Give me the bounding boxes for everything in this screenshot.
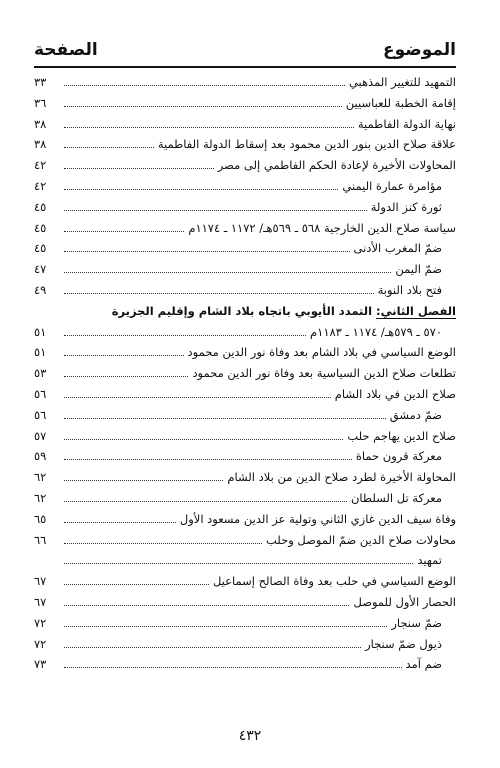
toc-entry-page: ٣٦ (34, 95, 47, 110)
toc-entry-page: ٧٢ (34, 615, 47, 630)
toc-entry-title: صلاح الدين في بلاد الشام (334, 386, 456, 401)
header-rule (34, 66, 456, 68)
leader-dots (64, 334, 306, 336)
toc-entry-title: المحاولة الأخيرة لطرد صلاح الدين من بلاد الشام (227, 470, 456, 485)
toc-group-2 (34, 342, 456, 675)
toc-entry-page: ٥١ (34, 345, 47, 360)
toc-entry-page: ٣٨ (34, 137, 47, 152)
chapter-page: ٥١ (34, 324, 47, 339)
toc-entry-title: مؤامرة عمارة اليمني (342, 178, 442, 193)
toc-entry-page: ٤٢ (34, 178, 47, 193)
toc-header (34, 40, 456, 64)
toc-entry-page: ٤٢ (34, 158, 47, 173)
toc-entry (34, 634, 456, 655)
toc-entry-title: تمهيد (417, 553, 442, 568)
toc-entry-title: تطلعات صلاح الدين السياسية بعد وفاة نور الدين محمود (192, 366, 456, 381)
toc-entry (34, 446, 456, 467)
leader-dots (64, 458, 352, 460)
toc-entry (34, 93, 456, 114)
toc-entry (34, 176, 456, 197)
toc-entry-title: ضمّ المغرب الأدنى (353, 241, 442, 256)
leader-dots (64, 417, 386, 419)
leader-dots (64, 292, 374, 294)
toc-entry (34, 571, 456, 592)
chapter-dates-row (34, 322, 456, 343)
toc-entry-title: الحصار الأول للموصل (353, 594, 456, 609)
toc-entry (34, 342, 456, 363)
leader-dots (64, 146, 154, 148)
toc-entry (34, 218, 456, 239)
page-column-title: الصفحة (34, 40, 98, 60)
leader-dots (64, 250, 350, 252)
toc-entry (34, 155, 456, 176)
toc-entry (34, 114, 456, 135)
toc-entry (34, 405, 456, 426)
leader-dots (64, 438, 343, 440)
toc-entry (34, 134, 456, 155)
toc-entry (34, 72, 456, 93)
leader-dots (64, 126, 354, 128)
toc-entry (34, 280, 456, 301)
toc-entry-page: ٧٣ (34, 657, 47, 672)
leader-dots (64, 396, 331, 398)
toc-entry (34, 467, 456, 488)
toc-entry-title: التمهيد للتغيير المذهبي (348, 75, 456, 89)
leader-dots (64, 542, 262, 544)
toc-entry (34, 238, 456, 259)
toc-entry-title: نهاية الدولة الفاطمية (357, 116, 456, 131)
toc-entry-title: وفاة سيف الدين غازي الثاني وتولية عز الدين مسعود الأول (179, 511, 456, 526)
subject-column-title: الموضوع (383, 40, 456, 60)
leader-dots (64, 562, 413, 564)
leader-dots (64, 209, 367, 211)
toc-entry-title: ثورة كنز الدولة (370, 199, 442, 214)
toc-entry-title: علاقة صلاح الدين بنور الدين محمود بعد إسقاط الدولة الفاطمية (157, 137, 456, 152)
leader-dots (64, 666, 402, 668)
leader-dots (64, 167, 214, 169)
toc-entry-title: صلاح الدين يهاجم حلب (347, 428, 456, 443)
toc-entry-title: محاولات صلاح الدين ضمّ الموصل وحلب (266, 532, 456, 547)
toc-entry-title: معركة قرون حماة (355, 449, 442, 464)
toc-entry-page: ٥٦ (34, 407, 47, 422)
chapter-label: الفصل الثاني: (376, 303, 456, 318)
toc-entry (34, 384, 456, 405)
leader-dots (64, 188, 338, 190)
leader-dots (64, 230, 184, 232)
toc-entry-title: معركة تل السلطان (350, 490, 442, 505)
toc-entry-page: ٤٥ (34, 241, 47, 256)
toc-entry (34, 530, 456, 551)
toc-entry (34, 426, 456, 447)
leader-dots (64, 354, 184, 356)
toc-entry-page: ٤٥ (34, 220, 47, 235)
toc-entry-page: ٣٣ (34, 75, 47, 89)
toc-entry (34, 550, 456, 571)
toc-entry-page: ٥٩ (34, 449, 47, 464)
toc-entry (34, 654, 456, 675)
toc-group-1 (34, 72, 456, 301)
chapter-dates: ٥٧٠ ـ ٥٧٩هـ/ ١١٧٤ ـ ١١٨٣م (310, 324, 442, 339)
toc-entry-page: ٥٦ (34, 386, 47, 401)
toc-entry-page: ٦٢ (34, 470, 47, 485)
toc-entry-page: ٦٧ (34, 574, 47, 589)
leader-dots (64, 271, 391, 273)
toc-entry-title: فتح بلاد النوبة (377, 282, 442, 297)
toc-entry-page: ٤٥ (34, 199, 47, 214)
toc-entry-page: ٤٩ (34, 282, 47, 297)
toc-entry-title: سياسة صلاح الدين الخارجية ٥٦٨ ـ ٥٦٩هـ/ ١١٧٢ ـ ١١٧٤م (188, 220, 456, 235)
toc-entry-title: ضمّ اليمن (395, 262, 442, 277)
toc-entry (34, 363, 456, 384)
chapter-heading (34, 301, 456, 322)
leader-dots (64, 646, 361, 648)
chapter-name: التمدد الأيوبي باتجاه بلاد الشام وإقليم الجزيرة (111, 303, 373, 318)
toc-entry-title: ذيول ضمّ سنجار (365, 636, 442, 651)
toc-entry (34, 613, 456, 634)
leader-dots (64, 375, 188, 377)
toc-entry-title: إقامة الخطبة للعباسيين (345, 95, 456, 110)
leader-dots (64, 521, 176, 523)
toc-entry (34, 488, 456, 509)
leader-dots (64, 105, 342, 107)
toc-entry-title: الوضع السياسي في بلاد الشام بعد وفاة نور الدين محمود (187, 345, 456, 360)
toc-entry-page: ٦٧ (34, 594, 47, 609)
toc-entry-page: ٤٧ (34, 262, 47, 277)
toc-entry (34, 592, 456, 613)
toc-entry-title: المحاولات الأخيرة لإعادة الحكم الفاطمي إلى مصر (217, 158, 456, 173)
toc-entry-page: ٦٥ (34, 511, 47, 526)
toc-entry-page: ٧٢ (34, 636, 47, 651)
toc-entry-title: ضمّ دمشق (389, 407, 442, 422)
leader-dots (64, 604, 349, 606)
toc-entry-title: ضم آمد (405, 657, 442, 672)
leader-dots (64, 500, 347, 502)
leader-dots (64, 84, 345, 86)
toc-entry-page: ٥٣ (34, 366, 47, 381)
toc-entry-page: ٥٧ (34, 428, 47, 443)
leader-dots (64, 583, 209, 585)
toc-entry-page: ٣٨ (34, 116, 47, 131)
toc-entry (34, 197, 456, 218)
toc-entry-page: ٦٦ (34, 532, 47, 547)
page-number: ٤٣٢ (238, 728, 262, 744)
toc-entry-title: الوضع السياسي في حلب بعد وفاة الصالح إسماعيل (212, 574, 456, 589)
table-of-contents (34, 72, 456, 675)
leader-dots (64, 625, 387, 627)
toc-entry (34, 509, 456, 530)
leader-dots (64, 479, 223, 481)
toc-entry (34, 259, 456, 280)
toc-entry-page: ٦٢ (34, 490, 47, 505)
chapter-title (112, 301, 456, 322)
toc-entry-title: ضمّ سنجار (391, 615, 442, 630)
